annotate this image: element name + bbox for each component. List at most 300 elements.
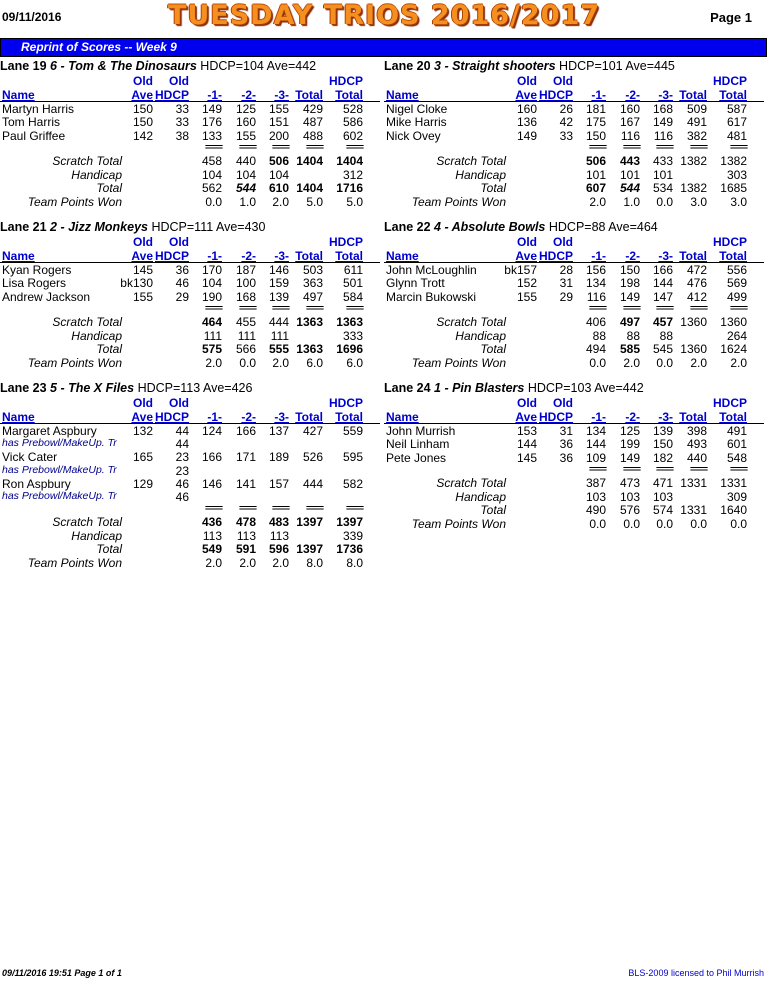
points-row bbox=[0, 195, 380, 209]
separator: ==== bbox=[655, 303, 673, 313]
lane-block bbox=[0, 381, 380, 569]
points-g2: 2.0 bbox=[239, 555, 256, 570]
column-header-top bbox=[384, 74, 764, 88]
separator: ==== bbox=[588, 303, 606, 313]
separator: ==== bbox=[345, 503, 363, 513]
scratch-htotal: 1363 bbox=[336, 315, 363, 329]
scratch-total: 1382 bbox=[680, 154, 707, 168]
team-name: 5 - The X Files bbox=[50, 381, 135, 395]
points-row bbox=[384, 517, 764, 531]
col-htotal-header: Total bbox=[719, 409, 747, 424]
total-g1: 494 bbox=[585, 342, 606, 356]
scratch-g1: 464 bbox=[201, 315, 222, 329]
handicap-g3: 111 bbox=[270, 328, 289, 343]
player-g1: 149 bbox=[201, 101, 222, 116]
col-old-hdcp-header: Old bbox=[169, 396, 189, 410]
total-g1: 490 bbox=[585, 503, 606, 517]
total-row bbox=[0, 181, 380, 195]
player-name: Ron Aspbury bbox=[2, 476, 71, 491]
separator: ==== bbox=[655, 464, 673, 474]
col-g2-header: -2- bbox=[625, 248, 640, 263]
player-ave: 145 bbox=[132, 262, 153, 277]
player-hdcp: 36 bbox=[559, 437, 573, 451]
handicap-htotal: 312 bbox=[342, 167, 363, 182]
prebowl-hdcp: 23 bbox=[175, 463, 189, 478]
col-hdcp-total-header: HDCP bbox=[329, 396, 364, 410]
player-name: Andrew Jackson bbox=[2, 289, 91, 304]
col-g1-header: -1- bbox=[591, 87, 606, 102]
page-number: Page 1 bbox=[710, 10, 752, 25]
player-g3: 157 bbox=[268, 476, 289, 491]
player-g2: 198 bbox=[619, 276, 640, 290]
total-g3: 596 bbox=[268, 542, 289, 556]
total-g1: 607 bbox=[585, 181, 606, 195]
total-htotal: 1716 bbox=[336, 181, 363, 195]
player-total: 497 bbox=[302, 289, 323, 304]
player-total: 493 bbox=[686, 437, 707, 451]
separator: ==== bbox=[622, 464, 640, 474]
total-total: 1404 bbox=[296, 181, 323, 195]
player-htotal: 586 bbox=[342, 115, 363, 129]
scratch-g3: 433 bbox=[652, 154, 673, 168]
scratch-g3: 457 bbox=[652, 315, 673, 329]
col-old-ave-header: Old bbox=[133, 396, 153, 410]
points-total: 5.0 bbox=[306, 194, 323, 209]
player-name: Marcin Bukowski bbox=[386, 289, 477, 304]
player-ave: 150 bbox=[132, 101, 153, 116]
separator: ==== bbox=[204, 142, 222, 152]
player-name: Nigel Cloke bbox=[386, 101, 448, 116]
player-ave: 155 bbox=[132, 289, 153, 304]
scratch-g2: 497 bbox=[619, 315, 640, 329]
lane-block bbox=[384, 381, 764, 530]
total-g1: 575 bbox=[201, 342, 222, 356]
player-row bbox=[384, 437, 764, 451]
scratch-g1: 436 bbox=[201, 515, 222, 529]
player-name: Vick Cater bbox=[2, 450, 58, 464]
total-htotal: 1624 bbox=[720, 342, 747, 356]
handicap-g3: 113 bbox=[269, 528, 289, 543]
player-g3: 146 bbox=[268, 262, 289, 277]
player-g2: 155 bbox=[235, 128, 256, 143]
points-total: 8.0 bbox=[306, 555, 323, 570]
team-name: 1 - Pin Blasters bbox=[434, 381, 525, 395]
separator: ==== bbox=[238, 303, 256, 313]
player-htotal: 602 bbox=[342, 128, 363, 143]
handicap-g1: 104 bbox=[201, 167, 222, 182]
total-htotal: 1640 bbox=[720, 503, 747, 517]
col-htotal-header: Total bbox=[335, 87, 363, 102]
separator: ==== bbox=[271, 142, 289, 152]
team-name: 6 - Tom & The Dinosaurs bbox=[50, 59, 197, 73]
scratch-g3: 483 bbox=[268, 515, 289, 529]
lane-heading bbox=[384, 381, 764, 396]
handicap-g1: 111 bbox=[203, 328, 222, 343]
player-g1: 156 bbox=[585, 262, 606, 277]
player-htotal: 595 bbox=[342, 450, 363, 464]
points-g3: 0.0 bbox=[656, 516, 673, 531]
separator: ==== bbox=[729, 303, 747, 313]
col-old-hdcp-header: Old bbox=[169, 74, 189, 88]
column-header-top bbox=[0, 396, 380, 410]
col-g1-header: -1- bbox=[591, 248, 606, 263]
player-ave: 144 bbox=[516, 437, 537, 451]
col-name-header: Name bbox=[386, 409, 419, 424]
col-g3-header: -3- bbox=[658, 87, 673, 102]
handicap-label: Handicap bbox=[455, 489, 506, 504]
player-ave: 142 bbox=[132, 128, 153, 143]
player-hdcp: 33 bbox=[175, 101, 189, 116]
player-htotal: 556 bbox=[726, 262, 747, 277]
player-g1: 176 bbox=[201, 115, 222, 129]
col-total-header: Total bbox=[295, 409, 323, 424]
separator: ==== bbox=[305, 142, 323, 152]
total-total: 1397 bbox=[296, 542, 323, 556]
scratch-label: Scratch Total bbox=[52, 154, 122, 168]
player-total: 491 bbox=[686, 115, 707, 129]
player-ave: bk157 bbox=[504, 262, 537, 277]
scratch-label: Scratch Total bbox=[52, 515, 122, 529]
scratch-row bbox=[384, 476, 764, 490]
scratch-g3: 471 bbox=[652, 476, 673, 490]
points-label: Team Points Won bbox=[411, 355, 506, 370]
scratch-g2: 455 bbox=[235, 315, 256, 329]
col-name-header: Name bbox=[2, 248, 35, 263]
report-date: 09/11/2016 bbox=[2, 10, 62, 24]
player-row bbox=[0, 115, 380, 129]
total-g3: 574 bbox=[652, 503, 673, 517]
scratch-label: Scratch Total bbox=[436, 154, 506, 168]
separator: ==== bbox=[729, 142, 747, 152]
total-row bbox=[0, 542, 380, 556]
scratch-total: 1363 bbox=[296, 315, 323, 329]
points-g1: 2.0 bbox=[589, 194, 606, 209]
handicap-g1: 101 bbox=[585, 167, 606, 182]
col-htotal-header: Total bbox=[335, 409, 363, 424]
player-htotal: 584 bbox=[342, 289, 363, 304]
player-g1: 170 bbox=[201, 262, 222, 277]
total-g2: 576 bbox=[619, 503, 640, 517]
player-g2: 199 bbox=[619, 437, 640, 451]
footer-license: BLS-2009 licensed to Phil Murrish bbox=[628, 968, 764, 978]
handicap-g3: 101 bbox=[652, 167, 673, 182]
separator-row bbox=[384, 142, 764, 154]
points-g2: 2.0 bbox=[623, 355, 640, 370]
player-g3: 155 bbox=[268, 101, 289, 116]
player-hdcp: 31 bbox=[559, 423, 573, 438]
scratch-htotal: 1397 bbox=[336, 515, 363, 529]
points-htotal: 6.0 bbox=[346, 355, 363, 370]
player-total: 509 bbox=[686, 101, 707, 116]
player-hdcp: 28 bbox=[559, 262, 573, 277]
player-name: Mike Harris bbox=[386, 115, 447, 129]
total-label: Total bbox=[96, 542, 122, 556]
player-g3: 137 bbox=[268, 423, 289, 438]
points-row bbox=[0, 556, 380, 570]
col-old-hdcp-header: Old bbox=[553, 74, 573, 88]
points-g3: 2.0 bbox=[272, 555, 289, 570]
player-total: 444 bbox=[302, 476, 323, 491]
column-header-top bbox=[384, 235, 764, 249]
points-g1: 2.0 bbox=[205, 555, 222, 570]
scratch-total: 1404 bbox=[296, 154, 323, 168]
player-g1: 134 bbox=[585, 423, 606, 438]
points-g2: 1.0 bbox=[239, 194, 256, 209]
prebowl-note-row bbox=[0, 464, 380, 477]
handicap-g2: 104 bbox=[235, 167, 256, 182]
handicap-row bbox=[0, 529, 380, 543]
scratch-htotal: 1382 bbox=[720, 154, 747, 168]
handicap-g2: 113 bbox=[236, 528, 256, 543]
col-g1-header: -1- bbox=[591, 409, 606, 424]
column-header-top bbox=[384, 396, 764, 410]
player-name: Martyn Harris bbox=[2, 101, 75, 116]
col-htotal-header: Total bbox=[719, 87, 747, 102]
separator: ==== bbox=[689, 142, 707, 152]
footer-timestamp: 09/11/2016 19:51 Page 1 of 1 bbox=[2, 968, 122, 978]
points-g3: 2.0 bbox=[272, 355, 289, 370]
lane-heading bbox=[0, 220, 380, 235]
col-old-ave-header: Old bbox=[517, 235, 537, 249]
scratch-total: 1360 bbox=[680, 315, 707, 329]
player-g1: 133 bbox=[201, 128, 222, 143]
points-g2: 0.0 bbox=[239, 355, 256, 370]
player-row bbox=[384, 115, 764, 129]
team-meta: HDCP=111 Ave=430 bbox=[147, 220, 266, 234]
lane-block bbox=[0, 59, 380, 208]
player-g2: 100 bbox=[235, 276, 256, 290]
handicap-g2: 88 bbox=[626, 328, 640, 343]
player-hdcp: 36 bbox=[559, 450, 573, 465]
col-name-header: Name bbox=[2, 409, 35, 424]
player-row bbox=[0, 129, 380, 143]
col-hdcp-header: HDCP bbox=[539, 248, 574, 263]
total-g1: 549 bbox=[201, 542, 222, 556]
lane-block bbox=[384, 59, 764, 208]
player-g1: 124 bbox=[201, 423, 222, 438]
prebowl-hdcp: 46 bbox=[175, 490, 189, 504]
player-htotal: 548 bbox=[726, 450, 747, 465]
lane-number: Lane 21 bbox=[0, 220, 51, 234]
points-label: Team Points Won bbox=[411, 516, 506, 531]
separator-row bbox=[384, 303, 764, 315]
col-hdcp-total-header: HDCP bbox=[713, 396, 748, 410]
lane-block bbox=[384, 220, 764, 369]
prebowl-note-row bbox=[0, 490, 380, 503]
col-hdcp-header: HDCP bbox=[155, 409, 190, 424]
player-total: 382 bbox=[686, 128, 707, 143]
player-row bbox=[384, 424, 764, 438]
separator: ==== bbox=[305, 303, 323, 313]
player-ave: 149 bbox=[516, 128, 537, 143]
total-g2: 544 bbox=[235, 181, 256, 195]
player-hdcp: 33 bbox=[559, 128, 573, 143]
col-hdcp-header: HDCP bbox=[539, 409, 574, 424]
player-g1: 150 bbox=[585, 128, 606, 143]
player-ave: 152 bbox=[516, 276, 537, 290]
prebowl-hdcp: 44 bbox=[175, 437, 189, 451]
player-g3: 150 bbox=[652, 437, 673, 451]
col-hdcp-header: HDCP bbox=[155, 248, 190, 263]
separator: ==== bbox=[689, 303, 707, 313]
total-row bbox=[0, 342, 380, 356]
column-header-top bbox=[0, 74, 380, 88]
points-g1: 0.0 bbox=[205, 194, 222, 209]
team-meta: HDCP=88 Ave=464 bbox=[545, 220, 658, 234]
player-htotal: 587 bbox=[726, 101, 747, 116]
prebowl-note: has Prebowl/MakeUp. Tr bbox=[2, 490, 117, 502]
player-g2: 116 bbox=[620, 128, 640, 143]
team-name: 3 - Straight shooters bbox=[434, 59, 556, 73]
lane-block bbox=[0, 220, 380, 369]
col-total-header: Total bbox=[679, 87, 707, 102]
points-htotal: 3.0 bbox=[730, 194, 747, 209]
player-htotal: 617 bbox=[726, 115, 747, 129]
handicap-g2: 111 bbox=[237, 328, 256, 343]
col-total-header: Total bbox=[295, 87, 323, 102]
player-g2: 150 bbox=[619, 262, 640, 277]
separator: ==== bbox=[271, 303, 289, 313]
separator-row bbox=[0, 503, 380, 515]
handicap-g1: 113 bbox=[202, 528, 222, 543]
handicap-g1: 103 bbox=[585, 489, 606, 504]
points-g1: 2.0 bbox=[205, 355, 222, 370]
player-g2: 125 bbox=[235, 101, 256, 116]
scratch-g2: 440 bbox=[235, 154, 256, 168]
col-old-ave-header: Old bbox=[133, 74, 153, 88]
team-name: 2 - Jizz Monkeys bbox=[50, 220, 148, 234]
scratch-g2: 478 bbox=[235, 515, 256, 529]
player-row bbox=[0, 290, 380, 304]
lane-heading bbox=[384, 59, 764, 74]
separator: ==== bbox=[238, 142, 256, 152]
total-htotal: 1736 bbox=[336, 542, 363, 556]
separator: ==== bbox=[588, 464, 606, 474]
player-htotal: 481 bbox=[726, 128, 747, 143]
total-row bbox=[384, 503, 764, 517]
team-meta: HDCP=103 Ave=442 bbox=[524, 381, 644, 395]
col-total-header: Total bbox=[679, 248, 707, 263]
player-name: Tom Harris bbox=[2, 115, 61, 129]
scratch-label: Scratch Total bbox=[52, 315, 122, 329]
points-htotal: 0.0 bbox=[730, 516, 747, 531]
total-g3: 545 bbox=[652, 342, 673, 356]
player-g3: 149 bbox=[652, 115, 673, 129]
total-g2: 544 bbox=[619, 181, 640, 195]
handicap-g2: 101 bbox=[619, 167, 640, 182]
player-g3: 200 bbox=[268, 128, 289, 143]
player-total: 412 bbox=[686, 289, 707, 304]
player-htotal: 611 bbox=[343, 262, 363, 277]
player-row bbox=[384, 290, 764, 304]
player-total: 487 bbox=[302, 115, 323, 129]
lane-number: Lane 24 bbox=[384, 381, 435, 395]
scratch-row bbox=[0, 154, 380, 168]
player-g1: 116 bbox=[586, 289, 606, 304]
separator: ==== bbox=[622, 303, 640, 313]
col-htotal-header: Total bbox=[335, 248, 363, 263]
player-total: 429 bbox=[302, 101, 323, 116]
scratch-htotal: 1331 bbox=[720, 476, 747, 490]
player-total: 398 bbox=[686, 423, 707, 438]
player-hdcp: 42 bbox=[559, 115, 573, 129]
scratch-g3: 444 bbox=[268, 315, 289, 329]
player-g2: 167 bbox=[619, 115, 640, 129]
lane-number: Lane 23 bbox=[0, 381, 51, 395]
player-g3: 144 bbox=[652, 276, 673, 290]
handicap-row bbox=[384, 168, 764, 182]
total-g3: 555 bbox=[268, 342, 289, 356]
player-hdcp: 31 bbox=[559, 276, 573, 290]
handicap-row bbox=[384, 329, 764, 343]
separator: ==== bbox=[622, 142, 640, 152]
separator: ==== bbox=[238, 503, 256, 513]
prebowl-note: has Prebowl/MakeUp. Tr bbox=[2, 463, 117, 476]
points-row bbox=[384, 356, 764, 370]
col-ave-header: Ave bbox=[515, 409, 537, 424]
player-htotal: 559 bbox=[342, 423, 363, 438]
player-g2: 171 bbox=[235, 450, 256, 464]
player-total: 503 bbox=[302, 262, 323, 277]
player-total: 526 bbox=[302, 450, 323, 464]
player-name: Lisa Rogers bbox=[2, 276, 67, 290]
player-g3: 116 bbox=[653, 128, 673, 143]
player-ave: bk130 bbox=[120, 276, 153, 290]
total-htotal: 1685 bbox=[720, 181, 747, 195]
player-htotal: 582 bbox=[342, 476, 363, 491]
points-label: Team Points Won bbox=[27, 555, 122, 570]
scratch-row bbox=[384, 154, 764, 168]
points-g1: 0.0 bbox=[589, 516, 606, 531]
handicap-g2: 103 bbox=[619, 489, 640, 504]
col-old-ave-header: Old bbox=[517, 74, 537, 88]
lane-heading bbox=[0, 59, 380, 74]
handicap-label: Handicap bbox=[71, 328, 122, 343]
col-hdcp-total-header: HDCP bbox=[713, 74, 748, 88]
scratch-row bbox=[0, 315, 380, 329]
points-htotal: 8.0 bbox=[346, 555, 363, 570]
col-old-ave-header: Old bbox=[517, 396, 537, 410]
col-hdcp-total-header: HDCP bbox=[329, 74, 364, 88]
separator: ==== bbox=[689, 464, 707, 474]
player-g3: 139 bbox=[652, 423, 673, 438]
col-name-header: Name bbox=[2, 87, 35, 102]
player-g1: 181 bbox=[585, 101, 606, 116]
handicap-label: Handicap bbox=[71, 528, 122, 543]
separator-row bbox=[0, 142, 380, 154]
player-htotal: 491 bbox=[726, 423, 747, 438]
handicap-htotal: 339 bbox=[342, 528, 363, 543]
player-htotal: 528 bbox=[342, 101, 363, 116]
player-ave: 150 bbox=[132, 115, 153, 129]
separator-row bbox=[0, 303, 380, 315]
player-hdcp: 38 bbox=[175, 128, 189, 143]
handicap-label: Handicap bbox=[455, 167, 506, 182]
team-meta: HDCP=113 Ave=426 bbox=[134, 381, 253, 395]
player-g3: 139 bbox=[268, 289, 289, 304]
col-hdcp-total-header: HDCP bbox=[713, 235, 748, 249]
separator: ==== bbox=[345, 303, 363, 313]
total-g1: 562 bbox=[201, 181, 222, 195]
col-g2-header: -2- bbox=[241, 248, 256, 263]
handicap-g1: 88 bbox=[592, 328, 606, 343]
separator: ==== bbox=[588, 142, 606, 152]
player-row bbox=[0, 263, 380, 277]
separator: ==== bbox=[204, 503, 222, 513]
player-g2: 160 bbox=[619, 101, 640, 116]
col-g2-header: -2- bbox=[241, 87, 256, 102]
lane-heading bbox=[384, 220, 764, 235]
